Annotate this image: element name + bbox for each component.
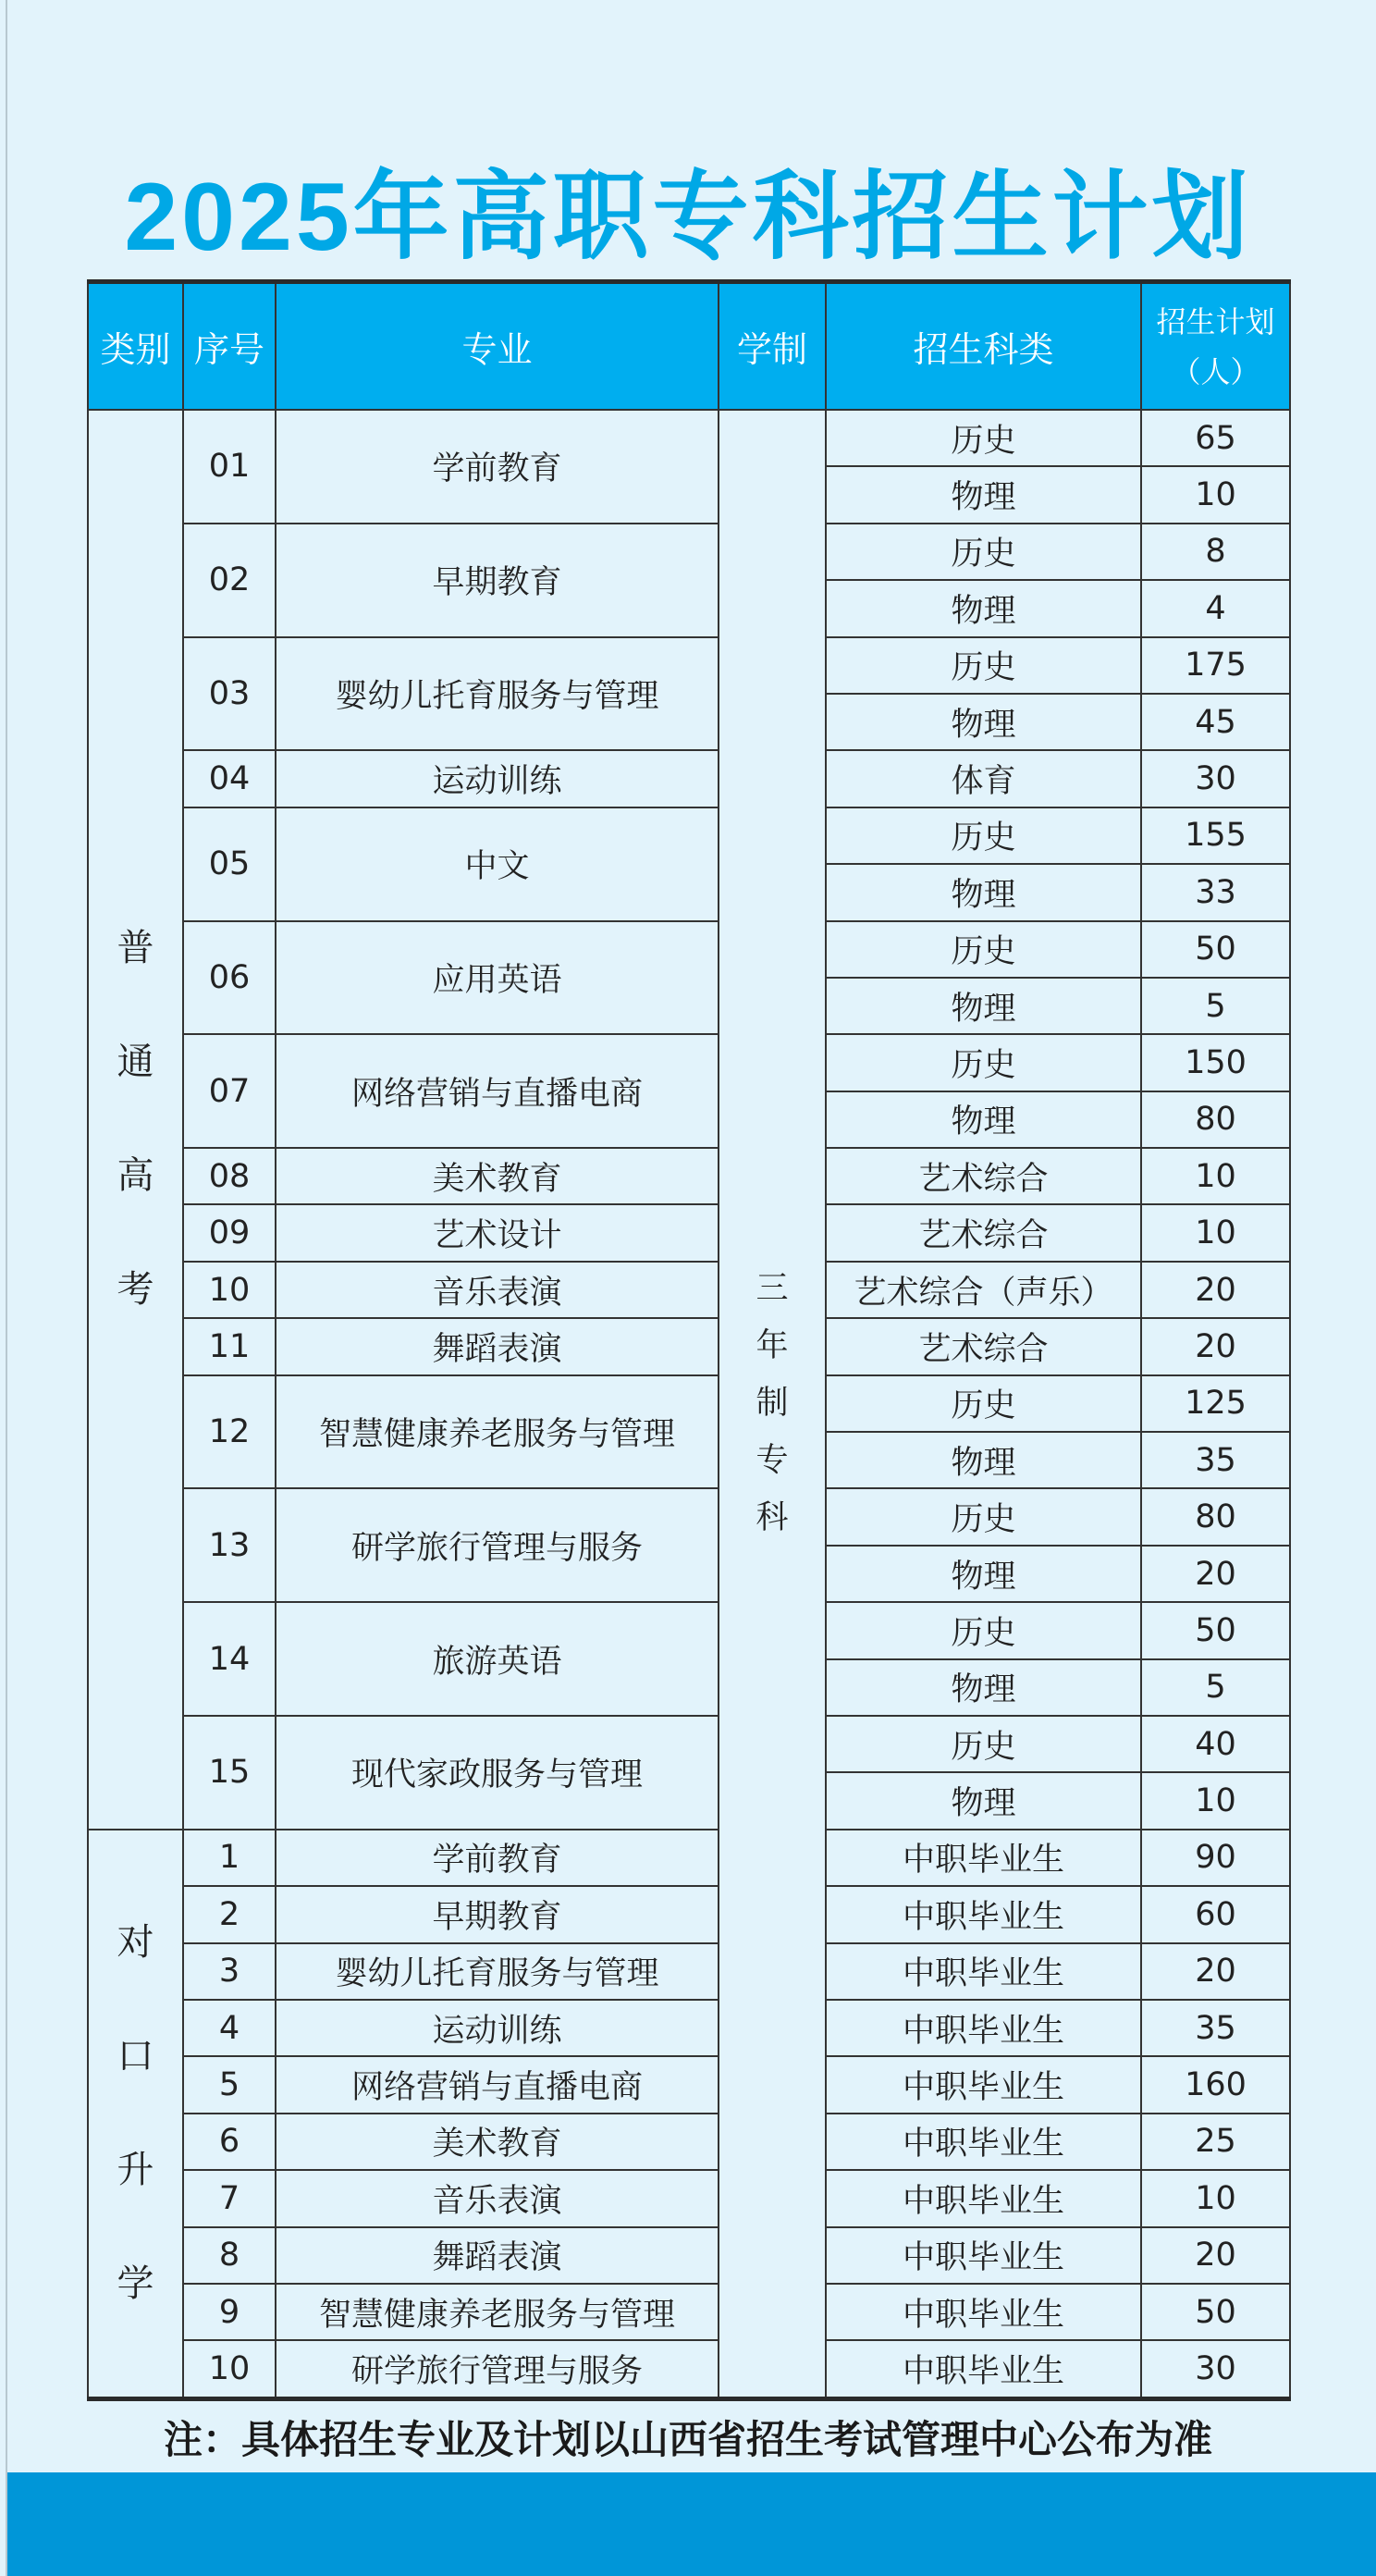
count-cell: 160	[1141, 2056, 1290, 2113]
count-cell: 35	[1141, 2000, 1290, 2056]
count-cell: 20	[1141, 1546, 1290, 1602]
type-cell: 中职毕业生	[826, 2227, 1141, 2284]
count-cell: 35	[1141, 1432, 1290, 1488]
table-body	[88, 410, 1290, 2398]
count-cell: 20	[1141, 1943, 1290, 2000]
table-row	[88, 1318, 1290, 1374]
major-cell: 网络营销与直播电商	[276, 2056, 719, 2113]
major-cell: 研学旅行管理与服务	[276, 2340, 719, 2398]
table-row	[88, 807, 1290, 864]
count-cell: 45	[1141, 694, 1290, 750]
category-label: 普通高考	[117, 927, 154, 1312]
seq-cell: 8	[183, 2227, 276, 2284]
count-cell: 30	[1141, 2340, 1290, 2398]
seq-cell: 2	[183, 1886, 276, 1942]
type-cell: 艺术综合	[826, 1148, 1141, 1204]
category-cell	[88, 410, 183, 1830]
seq-cell: 05	[183, 807, 276, 921]
type-cell: 历史	[826, 807, 1141, 864]
major-cell: 旅游英语	[276, 1602, 719, 1716]
seq-cell: 15	[183, 1716, 276, 1830]
bottom-band	[7, 2472, 1376, 2576]
major-cell: 音乐表演	[276, 1262, 719, 1318]
seq-cell: 6	[183, 2114, 276, 2170]
seq-cell: 3	[183, 1943, 276, 2000]
header-major: 专业	[276, 282, 719, 411]
count-cell: 175	[1141, 637, 1290, 694]
count-cell: 50	[1141, 2284, 1290, 2340]
count-cell: 80	[1141, 1091, 1290, 1148]
type-cell: 历史	[826, 1375, 1141, 1432]
count-cell: 80	[1141, 1488, 1290, 1545]
table-row	[88, 1262, 1290, 1318]
major-cell: 智慧健康养老服务与管理	[276, 2284, 719, 2340]
table-row	[88, 1034, 1290, 1091]
type-cell: 中职毕业生	[826, 2340, 1141, 2398]
header-seq: 序号	[183, 282, 276, 411]
table-row	[88, 1375, 1290, 1432]
seq-cell: 08	[183, 1148, 276, 1204]
count-cell: 20	[1141, 1318, 1290, 1374]
count-cell: 60	[1141, 1886, 1290, 1942]
count-cell: 65	[1141, 410, 1290, 466]
table-row	[88, 410, 1290, 466]
table-row	[88, 1886, 1290, 1942]
seq-cell: 13	[183, 1488, 276, 1602]
major-cell: 美术教育	[276, 2114, 719, 2170]
system-cell	[719, 410, 826, 2398]
footnote: 注：具体招生专业及计划以山西省招生考试管理中心公布为准	[163, 2417, 1212, 2462]
table-row	[88, 524, 1290, 580]
table-row	[88, 2000, 1290, 2056]
count-cell: 25	[1141, 2114, 1290, 2170]
seq-cell: 01	[183, 410, 276, 524]
count-cell: 5	[1141, 978, 1290, 1034]
type-cell: 艺术综合	[826, 1204, 1141, 1261]
type-cell: 中职毕业生	[826, 1943, 1141, 2000]
major-cell: 艺术设计	[276, 1204, 719, 1261]
count-cell: 10	[1141, 1204, 1290, 1261]
count-cell: 5	[1141, 1659, 1290, 1716]
enrollment-plan-table	[87, 279, 1291, 2401]
seq-cell: 4	[183, 2000, 276, 2056]
major-cell: 早期教育	[276, 1886, 719, 1942]
type-cell: 物理	[826, 466, 1141, 523]
type-cell: 物理	[826, 864, 1141, 920]
type-cell: 物理	[826, 1432, 1141, 1488]
count-cell: 20	[1141, 1262, 1290, 1318]
table-row	[88, 1716, 1290, 1772]
type-cell: 中职毕业生	[826, 2284, 1141, 2340]
seq-cell: 14	[183, 1602, 276, 1716]
seq-cell: 07	[183, 1034, 276, 1148]
page-edge-line	[6, 0, 7, 2576]
major-cell: 舞蹈表演	[276, 2227, 719, 2284]
category-cell	[88, 1830, 183, 2398]
seq-cell: 09	[183, 1204, 276, 1261]
table-header-row	[88, 282, 1290, 411]
count-cell: 10	[1141, 2170, 1290, 2226]
seq-cell: 02	[183, 524, 276, 637]
type-cell: 中职毕业生	[826, 2170, 1141, 2226]
major-cell: 现代家政服务与管理	[276, 1716, 719, 1830]
seq-cell: 10	[183, 1262, 276, 1318]
seq-cell: 06	[183, 921, 276, 1035]
category-label: 对口升学	[117, 1920, 154, 2305]
major-cell: 网络营销与直播电商	[276, 1034, 719, 1148]
table-row	[88, 1602, 1290, 1658]
table-row	[88, 2340, 1290, 2398]
table-row	[88, 2170, 1290, 2226]
seq-cell: 03	[183, 637, 276, 751]
count-cell: 8	[1141, 524, 1290, 580]
seq-cell: 7	[183, 2170, 276, 2226]
type-cell: 物理	[826, 1546, 1141, 1602]
major-cell: 运动训练	[276, 750, 719, 807]
seq-cell: 5	[183, 2056, 276, 2113]
major-cell: 音乐表演	[276, 2170, 719, 2226]
header-category: 类别	[88, 282, 183, 411]
major-cell: 美术教育	[276, 1148, 719, 1204]
table-row	[88, 2284, 1290, 2340]
type-cell: 历史	[826, 410, 1141, 466]
type-cell: 中职毕业生	[826, 2114, 1141, 2170]
type-cell: 历史	[826, 637, 1141, 694]
major-cell: 婴幼儿托育服务与管理	[276, 637, 719, 751]
type-cell: 物理	[826, 1772, 1141, 1829]
count-cell: 10	[1141, 466, 1290, 523]
seq-cell: 1	[183, 1830, 276, 1886]
major-cell: 运动训练	[276, 2000, 719, 2056]
header-plan-line2: （人）	[1171, 353, 1260, 389]
table-row	[88, 750, 1290, 807]
major-cell: 舞蹈表演	[276, 1318, 719, 1374]
count-cell: 30	[1141, 750, 1290, 807]
type-cell: 物理	[826, 1659, 1141, 1716]
major-cell: 智慧健康养老服务与管理	[276, 1375, 719, 1489]
table-row	[88, 1830, 1290, 1886]
table-row	[88, 1488, 1290, 1545]
type-cell: 体育	[826, 750, 1141, 807]
type-cell: 中职毕业生	[826, 1886, 1141, 1942]
type-cell: 历史	[826, 921, 1141, 978]
seq-cell: 04	[183, 750, 276, 807]
major-cell: 早期教育	[276, 524, 719, 637]
table-row	[88, 1204, 1290, 1261]
system-label: 三年制专科	[756, 1270, 789, 1537]
type-cell: 物理	[826, 978, 1141, 1034]
table-row	[88, 2227, 1290, 2284]
count-cell: 90	[1141, 1830, 1290, 1886]
page-title: 2025年高职专科招生计划	[124, 164, 1252, 271]
table-row	[88, 2114, 1290, 2170]
count-cell: 150	[1141, 1034, 1290, 1091]
type-cell: 中职毕业生	[826, 2056, 1141, 2113]
major-cell: 婴幼儿托育服务与管理	[276, 1943, 719, 2000]
header-type: 招生科类	[826, 282, 1141, 411]
table-row	[88, 921, 1290, 978]
type-cell: 中职毕业生	[826, 2000, 1141, 2056]
major-cell: 研学旅行管理与服务	[276, 1488, 719, 1602]
type-cell: 历史	[826, 1602, 1141, 1658]
count-cell: 50	[1141, 1602, 1290, 1658]
major-cell: 中文	[276, 807, 719, 921]
type-cell: 历史	[826, 1488, 1141, 1545]
count-cell: 33	[1141, 864, 1290, 920]
count-cell: 155	[1141, 807, 1290, 864]
type-cell: 艺术综合（声乐）	[826, 1262, 1141, 1318]
seq-cell: 12	[183, 1375, 276, 1489]
seq-cell: 9	[183, 2284, 276, 2340]
major-cell: 应用英语	[276, 921, 719, 1035]
table-row	[88, 637, 1290, 694]
count-cell: 125	[1141, 1375, 1290, 1432]
type-cell: 物理	[826, 1091, 1141, 1148]
header-plan-line1: 招生计划	[1156, 303, 1275, 339]
type-cell: 历史	[826, 1034, 1141, 1091]
table-row	[88, 2056, 1290, 2113]
major-cell: 学前教育	[276, 410, 719, 524]
major-cell: 学前教育	[276, 1830, 719, 1886]
seq-cell: 11	[183, 1318, 276, 1374]
table-row	[88, 1148, 1290, 1204]
count-cell: 10	[1141, 1148, 1290, 1204]
seq-cell: 10	[183, 2340, 276, 2398]
count-cell: 10	[1141, 1772, 1290, 1829]
type-cell: 中职毕业生	[826, 1830, 1141, 1886]
count-cell: 20	[1141, 2227, 1290, 2284]
header-plan	[1141, 282, 1290, 411]
table-row	[88, 1943, 1290, 2000]
count-cell: 40	[1141, 1716, 1290, 1772]
type-cell: 历史	[826, 524, 1141, 580]
count-cell: 4	[1141, 580, 1290, 636]
type-cell: 物理	[826, 694, 1141, 750]
type-cell: 物理	[826, 580, 1141, 636]
header-system: 学制	[719, 282, 826, 411]
type-cell: 历史	[826, 1716, 1141, 1772]
count-cell: 50	[1141, 921, 1290, 978]
type-cell: 艺术综合	[826, 1318, 1141, 1374]
